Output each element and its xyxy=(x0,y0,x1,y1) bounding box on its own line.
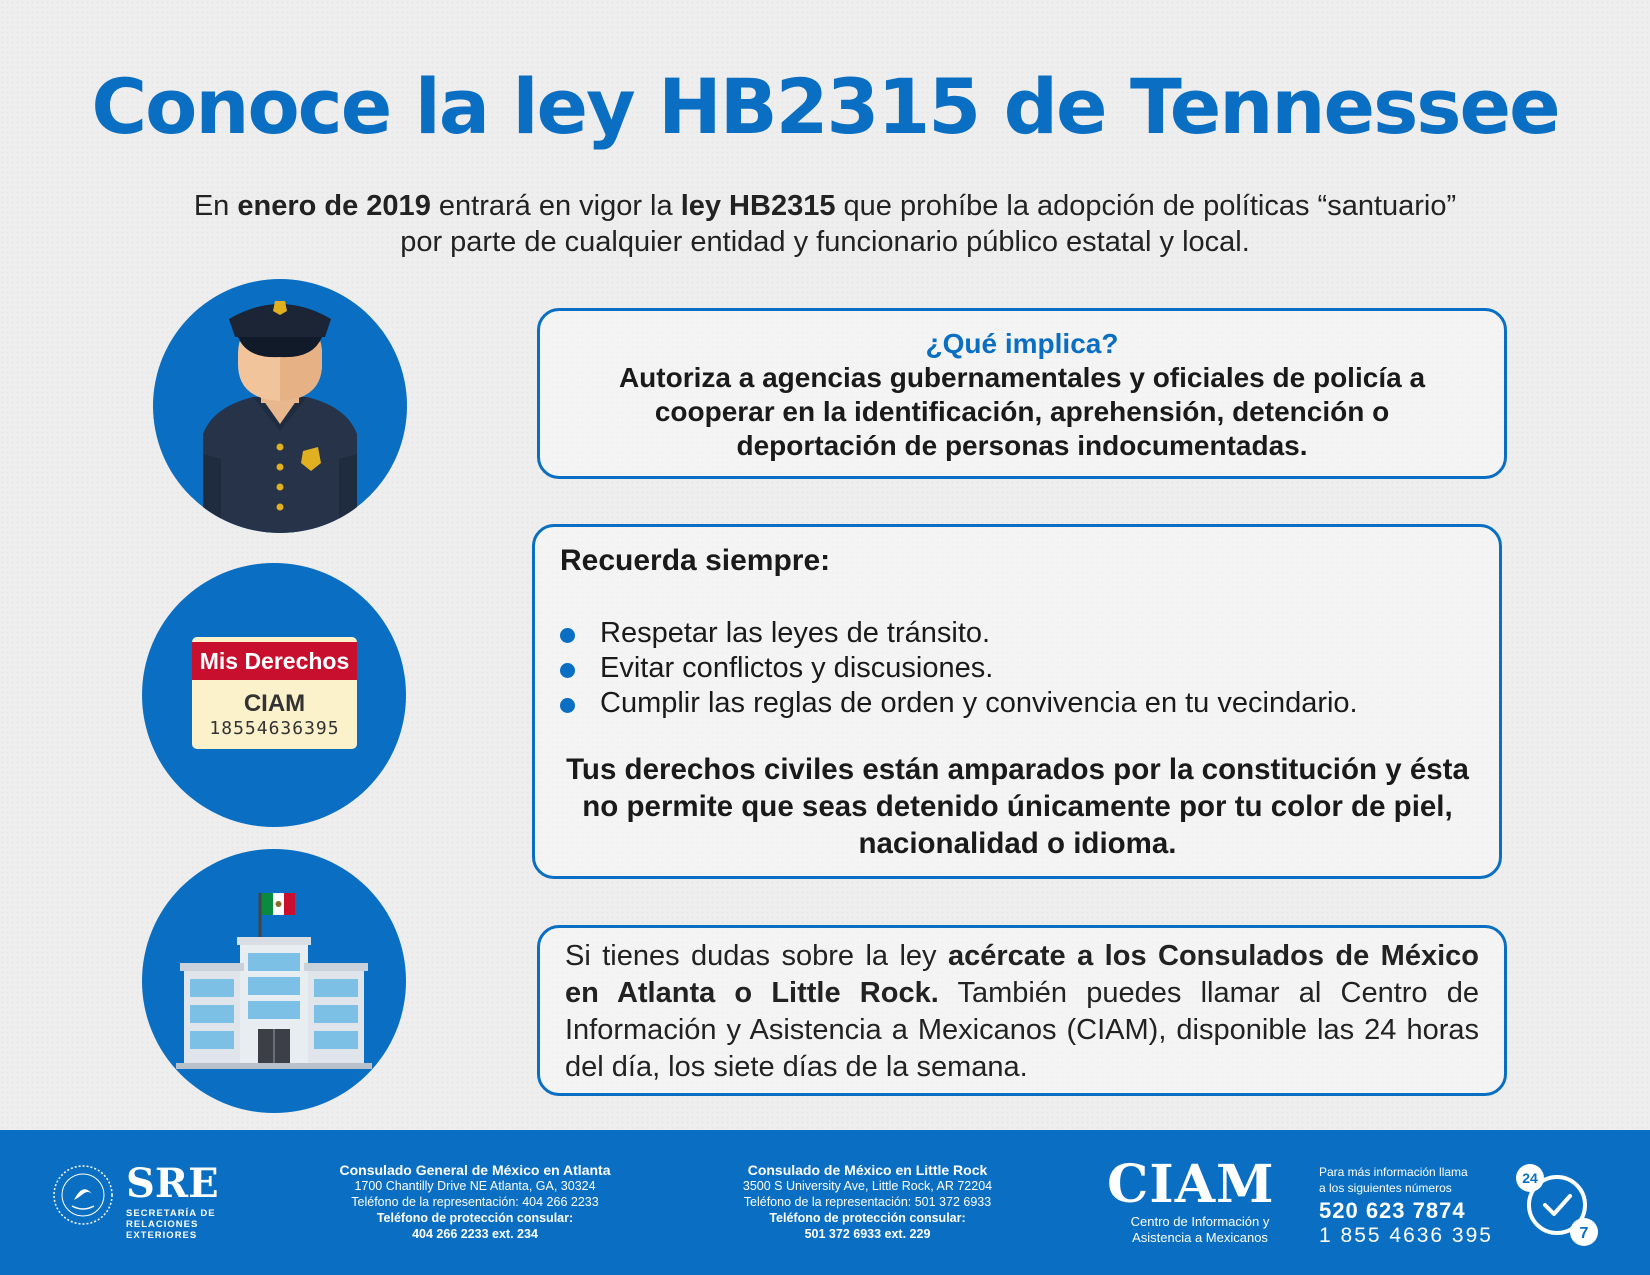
list-item: Evitar conflictos y discusiones. xyxy=(560,651,1475,686)
recuerda-list xyxy=(560,616,1475,721)
list-item: Respetar las leyes de tránsito. xyxy=(560,616,1475,651)
consulado-littlerock-info: Consulado de México en Little Rock 3500 S University Ave, Little Rock, AR 72204 Teléfono de la representación: 501 372 6933 Teléfono de protección consular: 501 372 6933 ext. 229 xyxy=(742,1162,993,1241)
call-info-text: Para más información llama a los siguientes números xyxy=(1319,1165,1468,1195)
recuerda-heading: Recuerda siempre: xyxy=(560,544,831,577)
derechos-civiles-text: Tus derechos civiles están amparados por la constitución y ésta no permite que seas detenido únicamente por tu color de piel, nacionalidad o idioma. xyxy=(566,753,1469,860)
mexico-seal-icon xyxy=(52,1164,114,1226)
intro-text: En enero de 2019 entrará en vigor la ley HB2315 que prohíbe la adopción de políticas “santuario” por parte de cualquier entidad y funcionario público estatal y local. xyxy=(193,190,1457,258)
police-officer-illustration xyxy=(153,279,407,533)
consulado-atlanta-info: Consulado General de México en Atlanta 1700 Chantilly Drive NE Atlanta, GA, 30324 Teléfono de la representación: 404 266 2233 Teléfono de protección consular: 404 266 2233 ext. 234 xyxy=(339,1162,611,1241)
page-title: Conoce la ley HB2315 de Tennessee xyxy=(91,62,1559,151)
bullet-icon xyxy=(560,663,575,678)
police-officer-icon xyxy=(153,279,407,533)
que-implica-box xyxy=(537,308,1507,479)
que-implica-heading: ¿Qué implica? xyxy=(925,328,1119,359)
que-implica-text: Autoriza a agencias gubernamentales y oficiales de policía a cooperar en la identificación, aprehensión, detención o deportación de personas indocumentadas. xyxy=(618,362,1426,461)
svg-text:7: 7 xyxy=(1579,1225,1589,1242)
mis-derechos-card xyxy=(192,637,357,749)
ciam-phone-primary: 520 623 7874 xyxy=(1319,1198,1466,1223)
bullet-icon xyxy=(560,628,575,643)
svg-text:24: 24 xyxy=(1522,1170,1538,1186)
card-phone-number: 18554636395 xyxy=(209,718,340,739)
footer-bar xyxy=(0,1130,1650,1275)
ciam-phone-tollfree: 1 855 4636 395 xyxy=(1319,1224,1493,1247)
consulate-building-illustration xyxy=(142,849,406,1113)
consulate-building-icon xyxy=(142,849,406,1113)
ciam-logo-text: CIAM xyxy=(1107,1154,1275,1215)
recuerda-siempre-box xyxy=(532,524,1502,879)
rights-card-illustration xyxy=(142,563,406,827)
bullet-icon xyxy=(560,698,575,713)
card-ciam-label: CIAM xyxy=(243,690,306,717)
sre-logo-text: SRE xyxy=(126,1160,219,1207)
sre-subtitle: SECRETARÍA DE RELACIONES EXTERIORES xyxy=(126,1208,216,1241)
list-item: Cumplir las reglas de orden y convivencia en tu vecindario. xyxy=(560,686,1475,721)
clock-24-7-icon xyxy=(1512,1160,1602,1250)
card-header: Mis Derechos xyxy=(192,642,357,680)
ciam-subtitle: Centro de Información y Asistencia a Mexicanos xyxy=(1130,1214,1270,1245)
dudas-box: Si tienes dudas sobre la ley acércate a los Consulados de México en Atlanta o Little Rock. También puedes llamar al Centro de Información y Asistencia a Mexicanos (CIAM), disponible las 24 horas del día, los siete días de la semana. xyxy=(537,925,1507,1096)
